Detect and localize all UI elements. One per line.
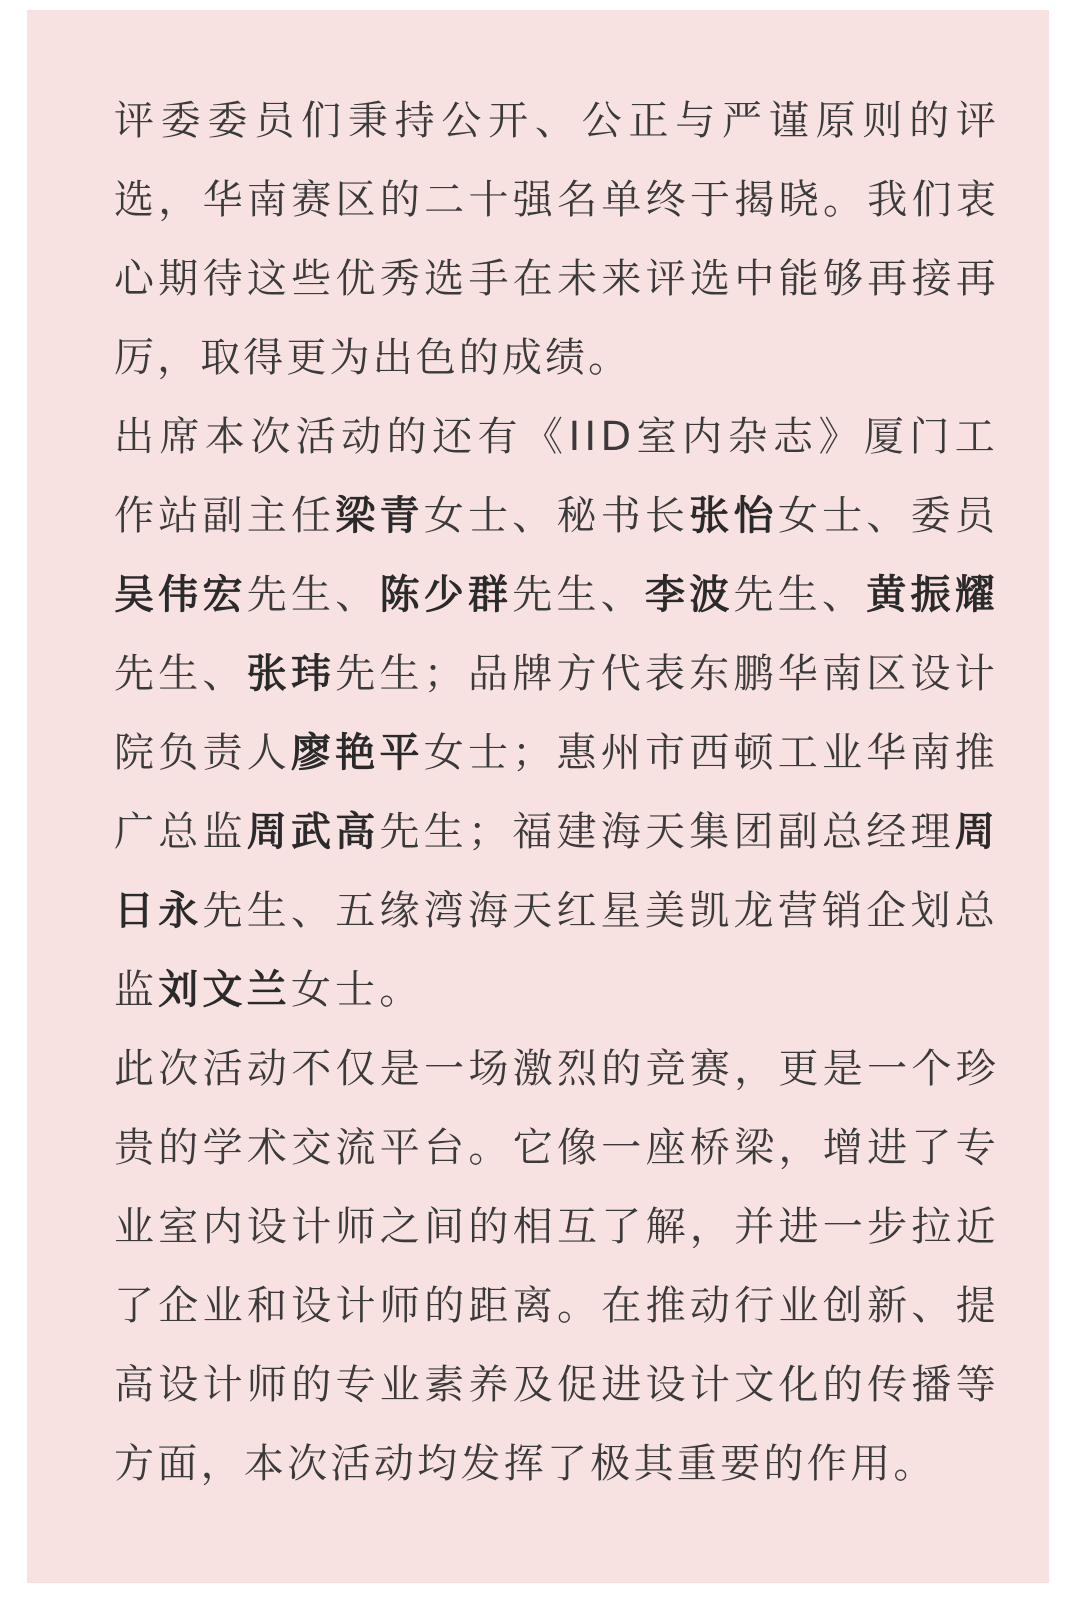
attendee-name: 刘文兰 xyxy=(158,967,291,1013)
attendee-name: 周日永 xyxy=(114,809,999,934)
attendees-text: 女士。 xyxy=(290,967,424,1013)
attendee-name: 张玮 xyxy=(246,651,336,697)
paragraph-attendees xyxy=(114,398,999,1030)
attendees-text: 先生、 xyxy=(246,572,380,618)
attendee-name: 吴伟宏 xyxy=(114,572,247,618)
attendees-text: 先生；品牌方代表东鹏华南区设计院负责人 xyxy=(114,651,1000,776)
attendees-text: 女士、秘书长 xyxy=(423,493,690,539)
attendees-text: 先生；福建海天集团副总经理 xyxy=(379,809,955,855)
attendee-name: 梁青 xyxy=(335,493,424,539)
paragraph-results: 评委委员们秉持公开、公正与严谨原则的评选，华南赛区的二十强名单终于揭晓。我们衷心期待这些优秀选手在未来评选中能够再接再厉，取得更为出色的成绩。 xyxy=(114,98,999,381)
attendee-name: 李波 xyxy=(645,572,734,618)
attendee-name: 黄振耀 xyxy=(866,572,999,618)
attendee-name: 廖艳平 xyxy=(291,730,424,776)
attendee-name: 陈少群 xyxy=(379,572,513,618)
attendee-name: 张怡 xyxy=(689,493,778,539)
article-card xyxy=(27,10,1049,1583)
attendee-name: 周武高 xyxy=(246,809,380,855)
attendees-text: 先生、 xyxy=(114,651,247,697)
attendees-text: 女士、委员 xyxy=(777,493,1000,539)
paragraph-significance: 此次活动不仅是一场激烈的竞赛，更是一个珍贵的学术交流平台。它像一座桥梁，增进了专业室内设计师之间的相互了解，并进一步拉近了企业和设计师的距离。在推动行业创新、提高设计师的专业素养及促进设计文化的传播等方面，本次活动均发挥了极其重要的作用。 xyxy=(114,1046,999,1487)
attendees-text: 先生、五缘湾海天红星美凯龙营销企划总监 xyxy=(114,888,999,1013)
attendees-text: 出席本次活动的还有《IID室内杂志》厦门工作站副主任 xyxy=(114,414,999,539)
attendees-text: 先生、 xyxy=(733,572,867,618)
attendees-text: 女士；惠州市西顿工业华南推广总监 xyxy=(114,730,999,855)
article-body xyxy=(114,82,999,1504)
attendees-text: 先生、 xyxy=(512,572,645,618)
